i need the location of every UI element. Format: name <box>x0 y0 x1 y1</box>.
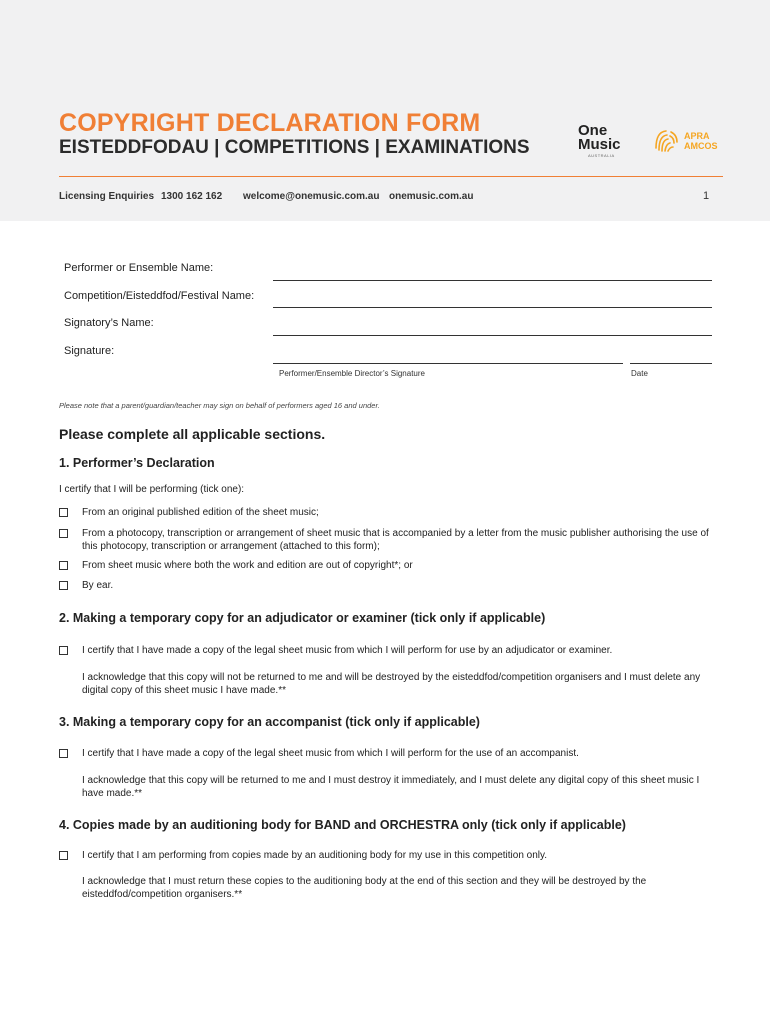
signatory-name-label: Signatory’s Name: <box>64 317 154 329</box>
apra-wordmark-line1: APRA <box>684 131 710 141</box>
section2-heading: 2. Making a temporary copy for an adjudicator or examiner (tick only if applicable) <box>59 611 546 625</box>
date-caption: Date <box>631 369 648 378</box>
form-title: COPYRIGHT DECLARATION FORM <box>59 109 481 137</box>
option-original-text: From an original published edition of the sheet music; <box>82 507 319 518</box>
contact-website[interactable]: onemusic.com.au <box>389 191 474 202</box>
contact-phone[interactable]: 1300 162 162 <box>161 191 223 202</box>
adjudicator-copy-certify: I certify that I have made a copy of the legal sheet music from which I will perform for use by an adjudicator or examiner. <box>82 645 613 656</box>
apra-wordmark-line2: AMCOS <box>684 141 718 151</box>
onemusic-logo <box>578 123 626 157</box>
section1-intro: I certify that I will be performing (tick one): <box>59 484 245 495</box>
guardian-note: Please note that a parent/guardian/teacher may sign on behalf of performers aged 16 and under. <box>59 401 380 410</box>
main-heading: Please complete all applicable sections. <box>59 426 326 442</box>
contact-email[interactable]: welcome@onemusic.com.au <box>243 191 380 202</box>
option-original-checkbox[interactable] <box>59 508 68 517</box>
option-photocopy-checkbox[interactable] <box>59 529 68 538</box>
page-number: 1 <box>703 190 710 202</box>
option-out-of-copyright-text: From sheet music where both the work and edition are out of copyright*; or <box>82 560 413 571</box>
option-by-ear-text: By ear. <box>82 580 114 591</box>
form-subtitle: EISTEDDFODAU | COMPETITIONS | EXAMINATIONS <box>59 137 530 158</box>
adjudicator-copy-acknowledge: I acknowledge that this copy will not be returned to me and will be destroyed by the eisteddfod/competition organisers and I must delete any digital copy of this sheet music I have made.** <box>82 672 701 696</box>
accompanist-copy-checkbox[interactable] <box>59 749 68 758</box>
apra-emblem-icon <box>651 126 681 156</box>
accompanist-copy-certify: I certify that I have made a copy of the legal sheet music from which I will perform for the use of an accompanist. <box>82 748 579 759</box>
apra-amcos-wordmark <box>684 131 718 151</box>
signatory-name-field[interactable] <box>273 335 712 336</box>
section3-heading: 3. Making a temporary copy for an accompanist (tick only if applicable) <box>59 715 480 729</box>
auditioning-body-acknowledge: I acknowledge that I must return these copies to the auditioning body at the end of this section and they will be destroyed by the eisteddfod/competition organisers.** <box>82 876 647 900</box>
performer-name-field[interactable] <box>273 280 712 281</box>
apra-amcos-logo <box>651 126 721 156</box>
onemusic-logo-one: One <box>578 122 608 139</box>
adjudicator-copy-checkbox[interactable] <box>59 646 68 655</box>
competition-name-label: Competition/Eisteddfod/Festival Name: <box>64 290 255 302</box>
section4-heading: 4. Copies made by an auditioning body for BAND and ORCHESTRA only (tick only if applicable) <box>59 818 626 832</box>
contact-label: Licensing Enquiries <box>59 191 155 202</box>
signature-label: Signature: <box>64 345 115 357</box>
onemusic-logo-australia: AUSTRALIA <box>588 153 615 158</box>
section1-heading: 1. Performer’s Declaration <box>59 456 215 470</box>
performer-name-label: Performer or Ensemble Name: <box>64 262 214 274</box>
option-by-ear-checkbox[interactable] <box>59 581 68 590</box>
header-divider <box>59 176 723 177</box>
option-photocopy-text: From a photocopy, transcription or arrangement of sheet music that is accompanied by a letter from the music publisher authorising the use of this photocopy, transcription or arrangement (attached to this form); <box>82 528 709 552</box>
date-field[interactable] <box>630 363 712 364</box>
option-out-of-copyright-checkbox[interactable] <box>59 561 68 570</box>
onemusic-logo-music: Music <box>578 136 621 153</box>
signature-field[interactable] <box>273 363 623 364</box>
auditioning-body-checkbox[interactable] <box>59 851 68 860</box>
competition-name-field[interactable] <box>273 307 712 308</box>
signature-caption: Performer/Ensemble Director’s Signature <box>279 369 425 378</box>
auditioning-body-certify: I certify that I am performing from copies made by an auditioning body for my use in this competition only. <box>82 850 548 861</box>
accompanist-copy-acknowledge: I acknowledge that this copy will be returned to me and I must destroy it immediately, and I must delete any digital copy of this sheet music I have made.** <box>82 775 700 799</box>
